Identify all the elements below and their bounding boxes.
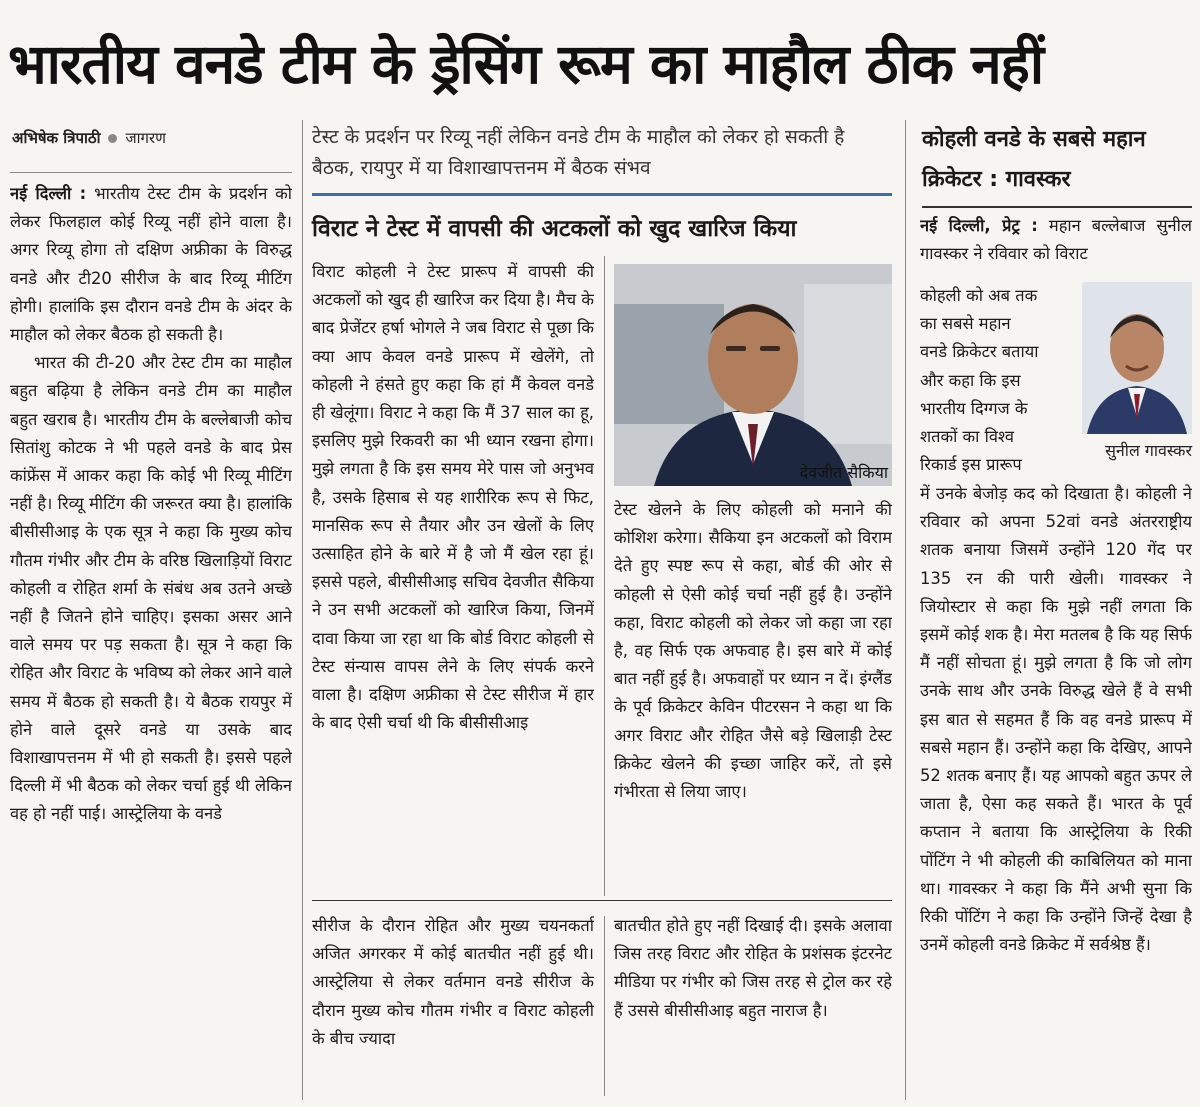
article-deck: टेस्ट के प्रदर्शन पर रिव्यू नहीं लेकिन वनडे टीम के माहौल को लेकर हो सकती है बैठक, रायपुर में या विशाखापत्तनम में बैठक संभव (312, 126, 845, 179)
sidebar-intro-text: महान बल्लेबाज सुनील गावस्कर ने रविवार को विराट (920, 216, 1192, 264)
sidebar-wrap-line: वनडे क्रिकेटर बताया (920, 342, 1039, 362)
devajit-saikia-photo (614, 264, 892, 486)
left-paragraph-1 (10, 180, 292, 349)
continuation-column-2 (614, 912, 892, 1100)
byline (12, 128, 166, 148)
sidebar-body (920, 480, 1192, 1100)
virat-story-column-1 (312, 258, 594, 894)
story-end-rule (312, 900, 892, 901)
virat-col2-text: टेस्ट खेलने के लिए कोहली को मनाने की कोशिश करेगा। सैकिया इन अटकलों को विराम देते हुए स्पष्ट रूप से कहा, बोर्ड की ओर से कोहली से ऐसी कोई चर्चा नहीं हुई है। उन्होंने कहा, विराट कोहली को लेकर जो कहा जा रहा है, वह सिर्फ एक अफवाह है। इस बारे में कोई बात नहीं हुई है। अफवाहों पर ध्यान न दें। इंग्लैंड के पूर्व क्रिकेटर केविन पीटरसन ने कहा था कि अगर विराट और रोहित जैसे बड़े खिलाड़ी टेस्ट क्रिकेट खेलने की इच्छा जाहिर करें, तो इसे गंभीरता से लिया जाए। (614, 500, 892, 802)
sidebar-wrap-line: और कहा कि इस (920, 370, 1021, 390)
sidebar-wrap-line: कोहली को अब तक (920, 286, 1038, 305)
sidebar-wrap-text (920, 282, 1080, 479)
virat-col1-text: विराट कोहली ने टेस्ट प्रारूप में वापसी की अटकलों को खुद ही खारिज कर दिया है। मैच के बाद प्रेजेंटर हर्षा भोगले ने जब विराट से पूछा कि क्या आप केवल वनडे प्रारूप में खेलेंगे, तो कोहली ने हंसते हुए कहा कि हां मैं केवल वनडे ही खेलूंगा। विराट ने कहा कि मैं 37 साल का हू, इसलिए मुझे रिकवरी का भी ध्यान रखना होगा। मुझे लगता है कि इस समय मेरे पास जो अनुभव है, उसके हिसाब से यह शारीरिक रूप से फिट, मानसिक रूप से तैयार और उन खेलों के लिए उत्साहित होने के बारे में है जो मैं खेल रहा हूं। इससे पहले, बीसीसीआइ सचिव देवजीत सैकिया ने उन सभी अटकलों को खारिज किया, जिनमें दावा किया जा रहा था कि बोर्ड विराट कोहली से टेस्ट संन्यास वापस लेने के लिए संपर्क करने वाला है। दक्षिण अफ्रीका से टेस्ट सीरीज में हार के बाद ऐसी चर्चा थी कि बीसीसीआइ (312, 262, 594, 733)
sidebar-wrap-line: भारतीय दिग्गज के (920, 398, 1028, 418)
sidebar-dateline: नई दिल्ली, प्रेट्र : (920, 216, 1038, 235)
column-rule-center-bottom (604, 916, 605, 1096)
column-rule-center (604, 256, 605, 896)
virat-subhead: विराट ने टेस्ट में वापसी की अटकलों को खुद खारिज किया (312, 216, 797, 242)
sidebar-wrap-line: का सबसे महान (920, 314, 1011, 334)
byline-author: अभिषेक त्रिपाठी (12, 129, 101, 147)
sidebar-headline: कोहली वनडे के सबसे महान क्रिकेटर : गावस्कर (922, 127, 1146, 192)
sidebar-head-rule (922, 206, 1192, 208)
column-rule-left (302, 120, 303, 1100)
left-paragraph-2: भारत की टी-20 और टेस्ट टीम का माहौल बहुत बढ़िया है लेकिन वनडे टीम का माहौल बहुत खराब है। भारतीय टीम के बल्लेबाजी कोच सितांशु कोटक ने भी पहले वनडे के बाद प्रेस कांफ्रेंस में आकर कहा कि कोई भी रिव्यू मीटिंग नहीं है। रिव्यू मीटिंग की जरूरत क्या है। हालांकि बीसीसीआइ के एक सूत्र ने कहा कि मुख्य कोच गौतम गंभीर और टीम के वरिष्ठ खिलाड़ियों विराट कोहली व रोहित शर्मा के संबंध अब उतने अच्छे नहीं है जितने होने चाहिए। इसका असर आने वाले समय पर पड़ सकता है। सूत्र ने कहा कि रोहित और विराट के भविष्य को लेकर आने वाले समय में बैठक हो सकती है। ये बैठक रायपुर में होने वाले दूसरे वनडे या उसके बाद विशाखापत्तनम में भी हो सकती है। इससे पहले दिल्ली में भी बैठक को लेकर चर्चा हुई थी लेकिन वह हो नहीं पाई। आस्ट्रेलिया के वनडे (10, 353, 292, 824)
sidebar-body-text: में उनके बेजोड़ कद को दिखाता है। कोहली ने रविवार को अपना 52वां वनडे अंतरराष्ट्रीय शतक बनाया जिसमें उन्होंने 120 गेंद पर 135 रन की पारी खेली। गावस्कर ने जियोस्टार से कहा कि मुझे नहीं लगता कि इसमें कोई शक है। मेरा मतलब है कि यह सिर्फ मैं नहीं सोचता हूं। मुझे लगता है कि जो लोग उनके साथ और उनके विरुद्ध खेले हैं वे सभी इस बात से सहमत हैं कि वह वनडे प्रारूप में सबसे महान हैं। उन्होंने कहा कि देखिए, आपने 52 शतक बनाए हैं। यह आपको बहुत ऊपर ले जाता है, ऐसा कह सकते हैं। भारत के पूर्व कप्तान ने बताया कि आस्ट्रेलिया के रिकी पोंटिंग ने भी कोहली की काबिलियत को माना था। गावस्कर ने कहा कि मैंने अभी सुना कि रिकी पोंटिंग ने कहा कि उन्होंने जिन्हें देखा है उनमें कोहली वनडे क्रिकेट में सर्वश्रेष्ठ हैं। (920, 484, 1192, 955)
continuation-col2-text: बातचीत होते हुए नहीं दिखाई दी। इसके अलावा जिस तरह विराट और रोहित के प्रशंसक इंटरनेट मीडिया पर गंभीर को जिस तरह से ट्रोल कर रहे हैं उससे बीसीसीआइ बहुत नाराज है। (614, 916, 892, 1020)
gavaskar-photo-caption: सुनील गावस्कर (1105, 441, 1192, 460)
left-paragraph-1-text: भारतीय टेस्ट टीम के प्रदर्शन को लेकर फिलहाल कोई रिव्यू नहीं होने वाला है। अगर रिव्यू होगा तो दक्षिण अफ्रीका के विरुद्ध वनडे और टी20 सीरीज के बाद रिव्यू मीटिंग होगी। हालांकि इस दौरान वनडे टीम के अंदर के माहौल को लेकर बैठक हो सकती है। (10, 184, 292, 345)
column-rule-right (905, 120, 906, 1100)
devajit-photo-caption: देवजीत सैकिया (799, 463, 888, 482)
byline-separator-dot (108, 134, 117, 143)
byline-rule (10, 172, 292, 173)
sidebar-wrap-line: रिकार्ड इस प्रारूप (920, 455, 1022, 475)
continuation-col1-text: सीरीज के दौरान रोहित और मुख्य चयनकर्ता अजित अगरकर में कोई बातचीत नहीं हुई थी। आस्ट्रेलिया से लेकर वर्तमान वनडे सीरीज के दौरान मुख्य कोच गौतम गंभीर व विराट कोहली के बीच ज्यादा (312, 916, 594, 1048)
portrait-illustration (1082, 282, 1192, 434)
sidebar-wrap-line: शतकों का विश्व (920, 427, 1015, 447)
virat-story-column-2 (614, 496, 892, 894)
sidebar-intro (920, 212, 1192, 272)
page-headline: भारतीय वनडे टीम के ड्रेसिंग रूम का माहौल ठीक नहीं (8, 32, 1044, 96)
left-column-article (10, 180, 292, 1100)
byline-source: जागरण (125, 129, 166, 147)
deck-rule (312, 193, 892, 196)
continuation-column-1 (312, 912, 594, 1100)
left-dateline: नई दिल्ली : (10, 184, 87, 203)
sunil-gavaskar-photo (1082, 282, 1192, 434)
portrait-illustration (614, 264, 892, 486)
